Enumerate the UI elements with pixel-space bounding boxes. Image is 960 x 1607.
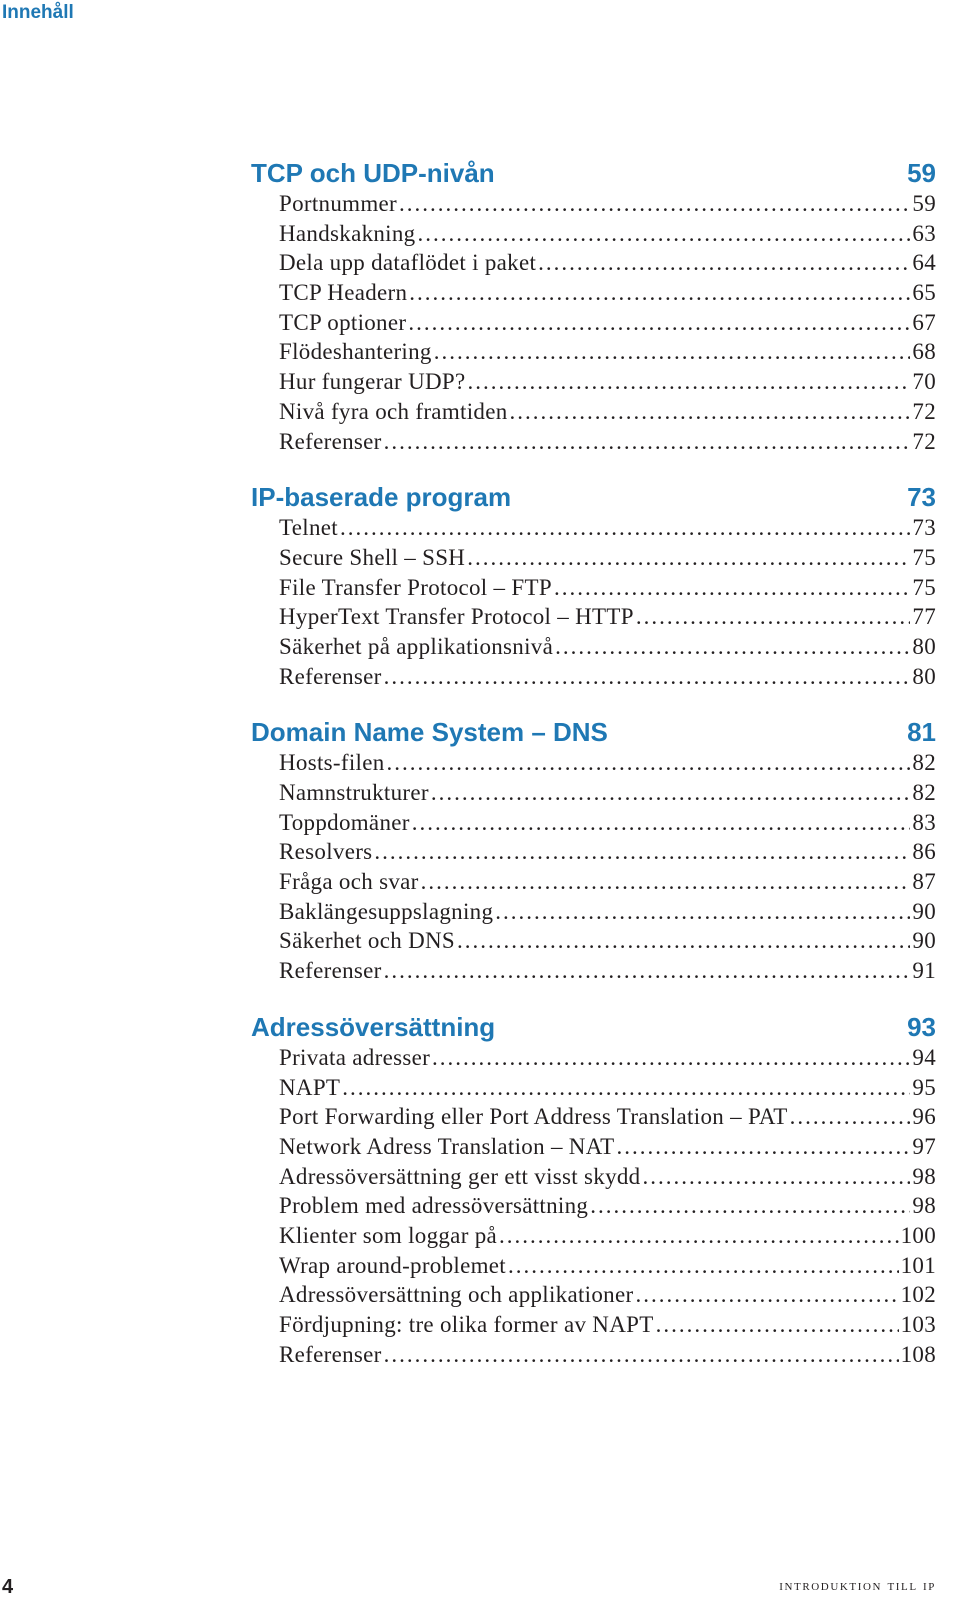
toc-chapter — [251, 717, 936, 986]
entry-page: 86 — [912, 839, 936, 865]
footer-page-number: 4 — [2, 1576, 14, 1598]
dot-leader — [636, 602, 911, 632]
toc-chapter — [251, 1012, 936, 1370]
toc-entry[interactable] — [279, 897, 936, 927]
chapter-entries — [251, 189, 936, 456]
entry-page: 72 — [912, 398, 936, 424]
dot-leader — [538, 248, 910, 278]
toc-entry[interactable] — [279, 1251, 936, 1281]
toc-entry[interactable] — [279, 427, 936, 457]
chapter-heading[interactable] — [251, 158, 936, 189]
entry-title: Klienter som loggar på — [279, 1222, 498, 1248]
toc-entry[interactable] — [279, 1162, 936, 1192]
chapter-page: 81 — [907, 717, 936, 748]
chapter-entries — [251, 513, 936, 691]
entry-title: File Transfer Protocol – FTP — [279, 574, 552, 600]
entry-page: 68 — [912, 339, 936, 365]
entry-page: 73 — [912, 515, 936, 541]
dot-leader — [555, 632, 910, 662]
dot-leader — [616, 1132, 910, 1162]
entry-title: Toppdomäner — [279, 809, 410, 835]
toc-entry[interactable] — [279, 926, 936, 956]
dot-leader — [554, 573, 910, 603]
dot-leader — [467, 367, 910, 397]
entry-title: Säkerhet på applikationsnivå — [279, 633, 554, 659]
entry-page: 90 — [912, 928, 936, 954]
entry-page: 87 — [912, 869, 936, 895]
table-of-contents — [251, 158, 936, 1395]
toc-entry[interactable] — [279, 1310, 936, 1340]
chapter-heading[interactable] — [251, 482, 936, 513]
toc-entry[interactable] — [279, 808, 936, 838]
dot-leader — [467, 543, 910, 573]
toc-entry[interactable] — [279, 602, 936, 632]
toc-entry[interactable] — [279, 337, 936, 367]
entry-page: 64 — [912, 250, 936, 276]
dot-leader — [656, 1310, 899, 1340]
chapter-title: Domain Name System – DNS — [251, 717, 608, 748]
toc-entry[interactable] — [279, 1132, 936, 1162]
entry-title: Telnet — [279, 515, 338, 541]
entry-page: 70 — [912, 369, 936, 395]
dot-leader — [434, 337, 911, 367]
entry-page: 80 — [912, 633, 936, 659]
toc-entry[interactable] — [279, 867, 936, 897]
toc-entry[interactable] — [279, 956, 936, 986]
dot-leader — [409, 278, 910, 308]
entry-page: 97 — [912, 1133, 936, 1159]
entry-title: Dela upp dataflödet i paket — [279, 250, 537, 276]
dot-leader — [384, 427, 911, 457]
entry-title: Secure Shell – SSH — [279, 544, 466, 570]
dot-leader — [387, 748, 911, 778]
entry-title: Referenser — [279, 428, 382, 454]
entry-page: 102 — [900, 1282, 936, 1308]
dot-leader — [340, 513, 910, 543]
toc-entry[interactable] — [279, 367, 936, 397]
entry-page: 63 — [912, 220, 936, 246]
toc-entry[interactable] — [279, 1280, 936, 1310]
dot-leader — [342, 1073, 910, 1103]
dot-leader — [508, 1251, 899, 1281]
entry-page: 82 — [912, 780, 936, 805]
entry-title: Flödeshantering — [279, 339, 432, 365]
entry-title: Hur fungerar UDP? — [279, 369, 466, 395]
entry-page: 59 — [912, 191, 936, 216]
chapter-entries — [251, 1043, 936, 1370]
entry-title: Adressöversättning och applikationer — [279, 1282, 634, 1308]
toc-entry[interactable] — [279, 748, 936, 778]
chapter-page: 59 — [907, 158, 936, 188]
chapter-heading[interactable] — [251, 717, 936, 748]
toc-entry[interactable] — [279, 543, 936, 573]
entry-page: 77 — [912, 604, 936, 630]
entry-title: Network Adress Translation – NAT — [279, 1133, 615, 1159]
toc-entry[interactable] — [279, 513, 936, 543]
dot-leader — [374, 837, 910, 867]
entry-title: Namnstrukturer — [279, 780, 429, 805]
entry-title: Privata adresser — [279, 1044, 431, 1070]
entry-title: Resolvers — [279, 839, 373, 865]
dot-leader — [495, 897, 910, 927]
chapter-title: Adressöversättning — [251, 1011, 496, 1042]
entry-page: 94 — [912, 1044, 936, 1070]
dot-leader — [510, 397, 911, 427]
dot-leader — [384, 662, 911, 692]
entry-page: 80 — [912, 663, 936, 689]
entry-title: NAPT — [279, 1074, 341, 1100]
entry-page: 91 — [912, 958, 936, 984]
dot-leader — [399, 189, 910, 219]
entry-title: Referenser — [279, 663, 382, 689]
entry-title: TCP Headern — [279, 280, 408, 306]
chapter-title: TCP och UDP-nivån — [251, 158, 495, 188]
dot-leader — [635, 1280, 898, 1310]
entry-title: Fråga och svar — [279, 869, 419, 895]
toc-entry[interactable] — [279, 1043, 936, 1073]
toc-entry[interactable] — [279, 308, 936, 338]
toc-chapter — [251, 482, 936, 691]
toc-entry[interactable] — [279, 778, 936, 808]
toc-entry[interactable] — [279, 189, 936, 219]
dot-leader — [642, 1162, 910, 1192]
entry-page: 67 — [912, 309, 936, 335]
entry-title: Referenser — [279, 958, 382, 984]
entry-title: Port Forwarding eller Port Address Translation – PAT — [279, 1104, 788, 1130]
entry-title: Wrap around-problemet — [279, 1252, 506, 1278]
dot-leader — [421, 867, 911, 897]
toc-entry[interactable] — [279, 248, 936, 278]
footer-book-title: introduktion till ip — [779, 1578, 936, 1594]
entry-title: Nivå fyra och framtiden — [279, 398, 508, 424]
dot-leader — [457, 926, 910, 956]
dot-leader — [590, 1191, 910, 1221]
dot-leader — [417, 219, 910, 249]
dot-leader — [408, 308, 910, 338]
entry-page: 103 — [900, 1312, 936, 1337]
entry-title: Fördjupning: tre olika former av NAPT — [279, 1312, 654, 1337]
dot-leader — [499, 1221, 899, 1251]
dot-leader — [384, 956, 911, 986]
entry-title: Säkerhet och DNS — [279, 928, 455, 954]
dot-leader — [412, 808, 911, 838]
entry-page: 83 — [912, 809, 936, 835]
entry-page: 82 — [912, 750, 936, 776]
dot-leader — [790, 1102, 911, 1132]
dot-leader — [384, 1340, 899, 1370]
chapter-heading[interactable] — [251, 1012, 936, 1043]
running-head: Innehåll — [2, 2, 74, 23]
entry-page: 108 — [900, 1341, 936, 1367]
entry-page: 101 — [900, 1252, 936, 1278]
toc-entry[interactable] — [279, 1073, 936, 1103]
entry-title: Hosts-filen — [279, 750, 385, 776]
entry-page: 96 — [912, 1104, 936, 1130]
toc-entry[interactable] — [279, 632, 936, 662]
toc-entry[interactable] — [279, 1102, 936, 1132]
entry-title: HyperText Transfer Protocol – HTTP — [279, 604, 634, 630]
toc-entry[interactable] — [279, 219, 936, 249]
chapter-entries — [251, 748, 936, 986]
entry-page: 100 — [900, 1222, 936, 1248]
entry-page: 98 — [912, 1193, 936, 1219]
entry-page: 90 — [912, 898, 936, 924]
toc-entry[interactable] — [279, 1340, 936, 1370]
toc-entry[interactable] — [279, 573, 936, 603]
entry-page: 98 — [912, 1163, 936, 1189]
toc-entry[interactable] — [279, 397, 936, 427]
toc-entry[interactable] — [279, 1191, 936, 1221]
toc-entry[interactable] — [279, 278, 936, 308]
entry-title: Handskakning — [279, 220, 416, 246]
entry-page: 75 — [912, 574, 936, 600]
entry-page: 72 — [912, 428, 936, 454]
entry-title: Baklängesuppslagning — [279, 898, 494, 924]
toc-entry[interactable] — [279, 837, 936, 867]
entry-page: 65 — [912, 280, 936, 306]
entry-title: Portnummer — [279, 191, 397, 216]
toc-chapter — [251, 158, 936, 456]
entry-title: Problem med adressöversättning — [279, 1193, 589, 1219]
toc-entry[interactable] — [279, 1221, 936, 1251]
entry-page: 95 — [912, 1074, 936, 1100]
entry-title: Referenser — [279, 1341, 382, 1367]
chapter-page: 93 — [907, 1011, 936, 1042]
entry-title: TCP optioner — [279, 309, 407, 335]
chapter-page: 73 — [907, 482, 936, 513]
dot-leader — [432, 1043, 910, 1073]
toc-entry[interactable] — [279, 662, 936, 692]
chapter-title: IP-baserade program — [251, 482, 512, 513]
dot-leader — [431, 778, 911, 808]
entry-page: 75 — [912, 544, 936, 570]
entry-title: Adressöversättning ger ett visst skydd — [279, 1163, 641, 1189]
